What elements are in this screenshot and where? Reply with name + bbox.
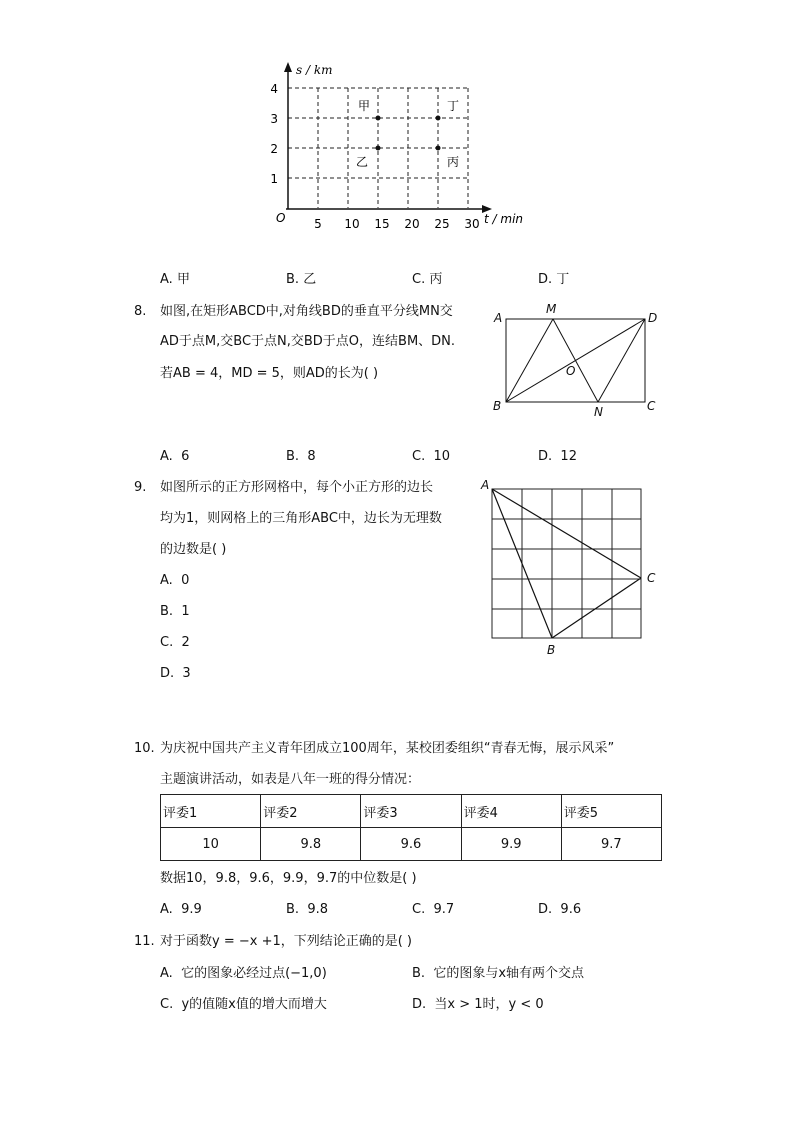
q11-option-a[interactable]: A. 它的图象必经过点(−1,0) xyxy=(160,966,327,981)
q8-label-c: C xyxy=(647,399,656,413)
q9-option-c[interactable]: C. 2 xyxy=(160,635,190,650)
q10-stem-line2: 主题演讲活动，如表是八年一班的得分情况： xyxy=(160,772,421,787)
q9-option-b[interactable]: B. 1 xyxy=(160,604,190,619)
q7-x-tick: 25 xyxy=(434,217,450,231)
q8-option-d[interactable]: D. 12 xyxy=(538,449,577,464)
q10-option-a[interactable]: A. 9.9 xyxy=(160,902,202,917)
q9-stem-line3: 的边数是( ) xyxy=(160,542,227,557)
q8-option-b[interactable]: B. 8 xyxy=(286,449,316,464)
table-header-cell: 评委5 xyxy=(561,795,661,828)
q9-option-a[interactable]: A. 0 xyxy=(160,573,190,588)
q7-x-tick: 20 xyxy=(404,217,420,231)
q9-label-a: A xyxy=(481,478,490,492)
table-row xyxy=(161,828,662,861)
q7-point-jia xyxy=(376,116,381,121)
table-header-cell: 评委2 xyxy=(261,795,361,828)
q7-option-b[interactable]: B. 乙 xyxy=(286,272,317,287)
q7-x-tick-labels xyxy=(314,217,479,231)
q7-distance-time-graph xyxy=(0,0,794,240)
q9-triangle-abc xyxy=(492,489,641,638)
q9-label-c: C xyxy=(647,571,656,585)
q11-option-d[interactable]: D. 当x > 1时，y < 0 xyxy=(412,997,544,1012)
q9-option-d[interactable]: D. 3 xyxy=(160,666,191,681)
table-cell: 9.7 xyxy=(561,828,661,861)
q7-point-label-jia: 甲 xyxy=(358,99,371,113)
table-cell: 9.9 xyxy=(461,828,561,861)
q11-option-c[interactable]: C. y的值随x值的增大而增大 xyxy=(160,997,327,1012)
q7-origin-label: O xyxy=(276,211,286,225)
q7-y-arrow xyxy=(284,62,292,72)
q8-rectangle-figure xyxy=(488,298,668,420)
q7-option-a[interactable]: A. 甲 xyxy=(160,272,190,287)
q9-grid-figure xyxy=(476,474,666,660)
table-header-row xyxy=(161,795,662,828)
q7-y-tick-labels xyxy=(270,82,278,186)
q7-x-tick: 5 xyxy=(314,217,322,231)
q7-option-d[interactable]: D. 丁 xyxy=(538,272,570,287)
q11-stem: 对于函数y = −x +1，下列结论正确的是( ) xyxy=(160,934,413,949)
table-cell: 10 xyxy=(161,828,261,861)
q9-number: 9. xyxy=(134,480,147,495)
q7-point-ding xyxy=(436,116,441,121)
q8-label-o: O xyxy=(566,364,576,378)
q7-x-tick: 15 xyxy=(374,217,390,231)
q7-y-tick: 3 xyxy=(270,112,278,126)
q8-number: 8. xyxy=(134,304,147,319)
q8-label-m: M xyxy=(546,302,557,316)
q9-label-b: B xyxy=(547,643,556,657)
q10-stem-line1: 为庆祝中国共产主义青年团成立100周年，某校团委组织“青春无悔，展示风采” xyxy=(160,741,615,756)
q8-stem-line2: AD于点M,交BC于点N,交BD于点O，连结BM、DN. xyxy=(160,334,456,349)
q7-y-tick: 1 xyxy=(270,172,278,186)
table-cell: 9.8 xyxy=(261,828,361,861)
q7-y-tick: 2 xyxy=(270,142,278,156)
q8-label-d: D xyxy=(648,311,658,325)
q10-option-d[interactable]: D. 9.6 xyxy=(538,902,582,917)
q10-question: 数据10，9.8，9.6，9.9，9.7的中位数是( ) xyxy=(160,871,417,886)
q10-number: 10. xyxy=(134,741,155,756)
q8-option-c[interactable]: C. 10 xyxy=(412,449,451,464)
q7-point-label-bing: 丙 xyxy=(447,155,460,169)
q8-stem-line1: 如图,在矩形ABCD中,对角线BD的垂直平分线MN交 xyxy=(160,304,453,319)
q11-option-b[interactable]: B. 它的图象与x轴有两个交点 xyxy=(412,966,585,981)
q7-x-axis-label: t / min xyxy=(484,212,524,226)
q9-stem-line1: 如图所示的正方形网格中，每个小正方形的边长 xyxy=(160,480,434,495)
q10-score-table xyxy=(160,794,662,861)
q7-point-label-yi: 乙 xyxy=(356,155,369,169)
q8-stem-line3: 若AB = 4，MD = 5，则AD的长为( ) xyxy=(160,366,379,381)
table-header-cell: 评委1 xyxy=(161,795,261,828)
q7-point-label-ding: 丁 xyxy=(447,99,460,113)
table-cell: 9.6 xyxy=(361,828,461,861)
q8-label-n: N xyxy=(594,405,603,419)
q7-y-tick: 4 xyxy=(270,82,278,96)
q8-label-b: B xyxy=(493,399,502,413)
q11-number: 11. xyxy=(134,934,155,949)
q7-x-tick: 30 xyxy=(464,217,480,231)
q8-label-a: A xyxy=(494,311,503,325)
q7-x-tick: 10 xyxy=(344,217,360,231)
q10-option-b[interactable]: B. 9.8 xyxy=(286,902,329,917)
q9-stem-line2: 均为1，则网格上的三角形ABC中，边长为无理数 xyxy=(160,511,442,526)
q10-option-c[interactable]: C. 9.7 xyxy=(412,902,455,917)
q7-y-axis-label: s / km xyxy=(296,63,333,77)
table-header-cell: 评委4 xyxy=(461,795,561,828)
q7-option-c[interactable]: C. 丙 xyxy=(412,272,443,287)
q7-point-yi xyxy=(376,146,381,151)
table-header-cell: 评委3 xyxy=(361,795,461,828)
q7-axes xyxy=(286,68,486,209)
q7-point-bing xyxy=(436,146,441,151)
q8-option-a[interactable]: A. 6 xyxy=(160,449,190,464)
